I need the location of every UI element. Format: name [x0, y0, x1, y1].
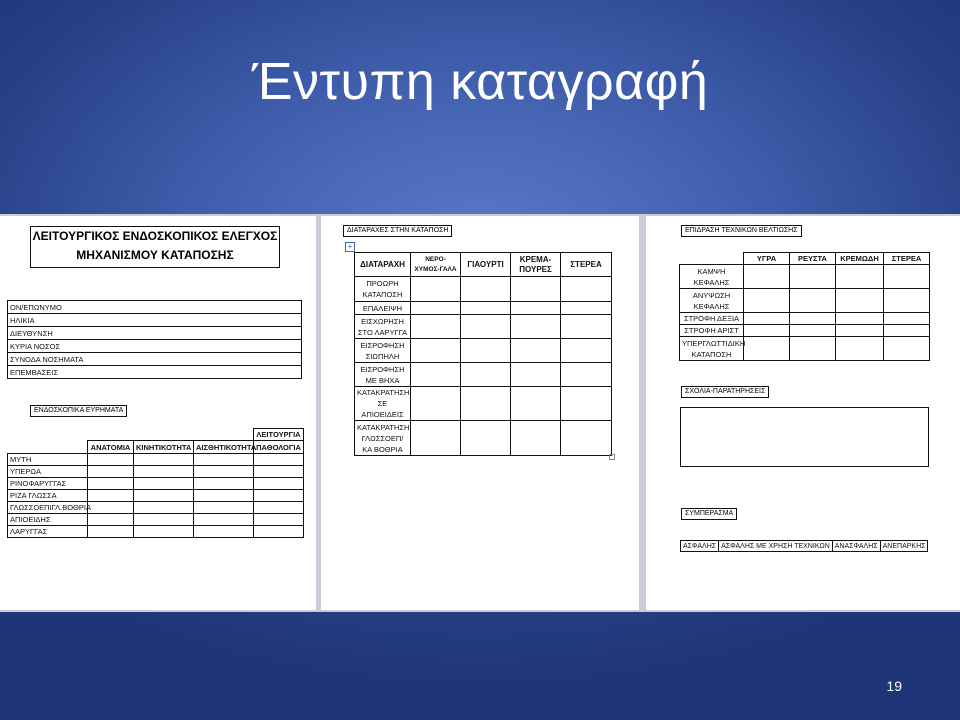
column-header: ΡΕΥΣΤΑ	[790, 253, 836, 265]
info-field-label: ΣΥΝΟΔΑ ΝΟΣΗΜΑΤΑ	[8, 353, 302, 366]
column-header: ΚΡΕΜΑ-ΠΟΥΡΕΣ	[511, 253, 561, 277]
table-cell[interactable]	[134, 478, 194, 490]
table-cell[interactable]	[461, 421, 511, 456]
table-cell[interactable]	[790, 265, 836, 289]
table-resize-handle[interactable]	[609, 454, 615, 460]
table-row	[680, 337, 930, 361]
table-cell[interactable]	[836, 289, 884, 313]
table-cell[interactable]	[461, 277, 511, 302]
table-cell[interactable]	[461, 302, 511, 315]
table-cell[interactable]	[461, 363, 511, 387]
table-cell[interactable]	[836, 325, 884, 337]
table-cell[interactable]	[134, 466, 194, 478]
info-row[interactable]	[8, 353, 302, 366]
info-field-label: ΚΥΡΙΑ ΝΟΣΟΣ	[8, 340, 302, 353]
patient-info-table	[7, 300, 302, 379]
column-header: ΑΝΑΤΟΜΙΑ	[88, 441, 134, 454]
column-header: ΣΤΕΡΕΑ	[561, 253, 612, 277]
table-row	[8, 478, 304, 490]
table-cell[interactable]	[511, 387, 561, 421]
table-cell[interactable]	[88, 490, 134, 502]
table-cell[interactable]	[88, 478, 134, 490]
table-row	[355, 339, 612, 363]
row-label: ΓΛΩΣΣΟΕΠΙΓΛ.ΒΟΘΡΙΑ	[8, 502, 88, 514]
table-cell[interactable]	[790, 289, 836, 313]
table-cell[interactable]	[790, 313, 836, 325]
row-label: ΥΠΕΡΓΛΩΤΤΙΔΙΚΗ ΚΑΤΑΠΟΣΗ	[680, 337, 744, 361]
table-cell[interactable]	[561, 363, 612, 387]
page-number: 19	[886, 678, 902, 694]
column-header: ΓΙΑΟΥΡΤΙ	[461, 253, 511, 277]
table-cell[interactable]	[254, 490, 304, 502]
table-cell[interactable]	[88, 514, 134, 526]
form-header-line: ΛΕΙΤΟΥΡΓΙΚΟΣ ΕΝΔΟΣΚΟΠΙΚΟΣ ΕΛΕΓΧΟΣ	[32, 229, 278, 243]
table-cell[interactable]	[411, 302, 461, 315]
info-row[interactable]	[8, 314, 302, 327]
conclusion-option[interactable]: ΑΝΑΣΦΑΛΗΣ	[832, 541, 880, 552]
table-cell[interactable]	[254, 514, 304, 526]
table-row	[680, 313, 930, 325]
table-cell[interactable]	[254, 502, 304, 514]
table-cell[interactable]	[88, 454, 134, 466]
table-row	[8, 490, 304, 502]
table-cell[interactable]	[461, 339, 511, 363]
table-row	[8, 502, 304, 514]
table-cell[interactable]	[561, 302, 612, 315]
comments-box[interactable]	[680, 407, 929, 467]
row-label: ΕΙΣΡΟΦΗΣΗ ΜΕ ΒΗΧΑ	[355, 363, 411, 387]
table-cell[interactable]	[884, 265, 930, 289]
table-row	[355, 315, 612, 339]
row-label: ΕΙΣΧΩΡΗΣΗ ΣΤΟ ΛΑΡΥΓΓΑ	[355, 315, 411, 339]
techniques-label: ΕΠΙΔΡΑΣΗ ΤΕΧΝΙΚΩΝ ΒΕΛΤΙΩΣΗΣ	[681, 225, 802, 237]
table-row	[680, 265, 930, 289]
disorder-header: ΔΙΑΤΑΡΑΧΗ	[355, 253, 411, 277]
table-cell[interactable]	[511, 302, 561, 315]
table-cell[interactable]	[194, 478, 254, 490]
table-row	[8, 514, 304, 526]
row-label: ΚΑΤΑΚΡΑΤΗΣΗ ΣΕ ΑΠΙΟΕΙΔΕΙΣ	[355, 387, 411, 421]
table-cell[interactable]	[511, 277, 561, 302]
info-row[interactable]	[8, 327, 302, 340]
table-cell[interactable]	[194, 526, 254, 538]
table-cell[interactable]	[511, 363, 561, 387]
table-cell[interactable]	[561, 421, 612, 456]
column-header: ΠΑΘΟΛΟΓΙΑ	[254, 441, 304, 454]
table-cell[interactable]	[511, 315, 561, 339]
conclusion-label: ΣΥΜΠΕΡΑΣΜΑ	[681, 508, 737, 520]
column-header: ΥΓΡΑ	[744, 253, 790, 265]
table-cell[interactable]	[88, 502, 134, 514]
row-label: ΡΙΝΟΦΑΡΥΓΓΑΣ	[8, 478, 88, 490]
table-cell[interactable]	[744, 337, 790, 361]
table-cell[interactable]	[461, 315, 511, 339]
column-header: ΝΕΡΟ-ΧΥΜΟΣ-ΓΑΛΑ	[411, 253, 461, 277]
column-header: ΚΙΝΗΤΙΚΟΤΗΤΑ	[134, 441, 194, 454]
table-cell[interactable]	[254, 466, 304, 478]
row-label: ΜΥΤΗ	[8, 454, 88, 466]
findings-table	[7, 428, 304, 538]
table-row	[680, 325, 930, 337]
table-cell[interactable]	[561, 387, 612, 421]
table-cell[interactable]	[561, 315, 612, 339]
row-label: ΑΠΙΟΕΙΔΗΣ	[8, 514, 88, 526]
row-label: ΥΠΕΡΩΑ	[8, 466, 88, 478]
table-cell[interactable]	[836, 265, 884, 289]
row-label: ΠΡΟΩΡΗ ΚΑΤΑΠΟΣΗ	[355, 277, 411, 302]
table-cell[interactable]	[836, 313, 884, 325]
table-cell[interactable]	[836, 337, 884, 361]
table-cell[interactable]	[744, 313, 790, 325]
table-cell[interactable]	[461, 387, 511, 421]
form-page-2	[321, 216, 639, 610]
row-label: ΚΑΤΑΚΡΑΤΗΣΗ ΓΛΩΣΣΟΕΠ/ΚΑ ΒΟΘΡΙΑ	[355, 421, 411, 456]
row-label: ΣΤΡΟΦΗ ΑΡΙΣΤ	[680, 325, 744, 337]
table-cell[interactable]	[411, 315, 461, 339]
table-cell[interactable]	[194, 490, 254, 502]
table-cell[interactable]	[88, 526, 134, 538]
form-page-3	[646, 216, 960, 610]
table-cell[interactable]	[88, 466, 134, 478]
table-cell[interactable]	[511, 421, 561, 456]
row-label: ΡΙΖΑ ΓΛΩΣΣΑ	[8, 490, 88, 502]
table-cell[interactable]	[884, 337, 930, 361]
disorders-label: ΔΙΑΤΑΡΑΧΕΣ ΣΤΗΝ ΚΑΤΑΠΟΣΗ	[343, 225, 452, 237]
table-cell[interactable]	[194, 454, 254, 466]
row-label: ΛΑΡΥΓΓΑΣ	[8, 526, 88, 538]
info-row[interactable]	[8, 301, 302, 314]
table-row	[355, 387, 612, 421]
info-field-label: ΕΠΕΜΒΑΣΕΙΣ	[8, 366, 302, 379]
form-page-1	[0, 216, 316, 610]
table-cell[interactable]	[744, 265, 790, 289]
row-label: ΣΤΡΟΦΗ ΔΕΞΙΑ	[680, 313, 744, 325]
table-cell[interactable]	[254, 478, 304, 490]
table-cell[interactable]	[561, 339, 612, 363]
table-cell[interactable]	[134, 490, 194, 502]
row-label: ΑΝΥΨΩΣΗ ΚΕΦΑΛΗΣ	[680, 289, 744, 313]
table-row	[355, 363, 612, 387]
table-cell[interactable]	[411, 387, 461, 421]
table-row	[355, 277, 612, 302]
function-header: ΛΕΙΤΟΥΡΓΙΑ	[254, 429, 304, 441]
table-cell[interactable]	[411, 363, 461, 387]
table-cell[interactable]	[884, 325, 930, 337]
column-header: ΚΡΕΜΩΔΗ	[836, 253, 884, 265]
info-row[interactable]	[8, 366, 302, 379]
conclusion-option[interactable]: ΑΣΦΑΛΗΣ	[681, 541, 719, 552]
slide-title: Έντυπη καταγραφή	[251, 53, 709, 111]
table-cell[interactable]	[411, 421, 461, 456]
findings-label: ΕΝΔΟΣΚΟΠΙΚΑ ΕΥΡΗΜΑΤΑ	[30, 405, 127, 417]
table-row	[355, 421, 612, 456]
table-cell[interactable]	[134, 502, 194, 514]
swallowing-disorders-table	[354, 252, 612, 456]
table-cell[interactable]	[790, 337, 836, 361]
table-cell[interactable]	[561, 277, 612, 302]
column-header: ΣΤΕΡΕΑ	[884, 253, 930, 265]
comments-label: ΣΧΟΛΙΑ-ΠΑΡΑΤΗΡΗΣΕΙΣ	[681, 386, 769, 398]
row-label: ΕΙΣΡΟΦΗΣΗ ΣΙΩΠΗΛΗ	[355, 339, 411, 363]
table-cell[interactable]	[511, 339, 561, 363]
table-cell[interactable]	[254, 526, 304, 538]
table-cell[interactable]	[884, 289, 930, 313]
table-cell[interactable]	[884, 313, 930, 325]
conclusion-table	[680, 540, 928, 552]
move-handle-icon[interactable]: +	[345, 242, 355, 252]
table-cell[interactable]	[411, 339, 461, 363]
table-cell[interactable]	[134, 526, 194, 538]
info-field-label: ΗΛΙΚΙΑ	[8, 314, 302, 327]
conclusion-option[interactable]: ΑΣΦΑΛΗΣ ΜΕ ΧΡΗΣΗ ΤΕΧΝΙΚΩΝ	[719, 541, 833, 552]
table-cell[interactable]	[194, 514, 254, 526]
table-cell[interactable]	[194, 466, 254, 478]
form-header-line: ΜΗΧΑΝΙΣΜΟΥ ΚΑΤΑΠΟΣΗΣ	[76, 248, 234, 262]
table-cell[interactable]	[134, 454, 194, 466]
conclusion-option[interactable]: ΑΝΕΠΑΡΚΗΣ	[880, 541, 928, 552]
row-label: ΚΑΜΨΗ ΚΕΦΑΛΗΣ	[680, 265, 744, 289]
column-header: ΑΙΣΘΗΤΙΚΟΤΗΤΑ	[194, 441, 254, 454]
info-row[interactable]	[8, 340, 302, 353]
table-cell[interactable]	[411, 277, 461, 302]
table-cell[interactable]	[254, 454, 304, 466]
table-cell[interactable]	[134, 514, 194, 526]
info-field-label: ΟΝ/ΕΠΩΝΥΜΟ	[8, 301, 302, 314]
table-row	[8, 454, 304, 466]
table-row	[8, 466, 304, 478]
info-field-label: ΔΙΕΥΘΥΝΣΗ	[8, 327, 302, 340]
table-row	[8, 526, 304, 538]
techniques-table	[679, 252, 930, 361]
table-row	[680, 289, 930, 313]
table-row	[355, 302, 612, 315]
table-cell[interactable]	[194, 502, 254, 514]
table-cell[interactable]	[744, 289, 790, 313]
form-header	[30, 226, 280, 268]
table-cell[interactable]	[744, 325, 790, 337]
table-cell[interactable]	[790, 325, 836, 337]
row-label: ΕΠΑΛΕΙΨΗ	[355, 302, 411, 315]
